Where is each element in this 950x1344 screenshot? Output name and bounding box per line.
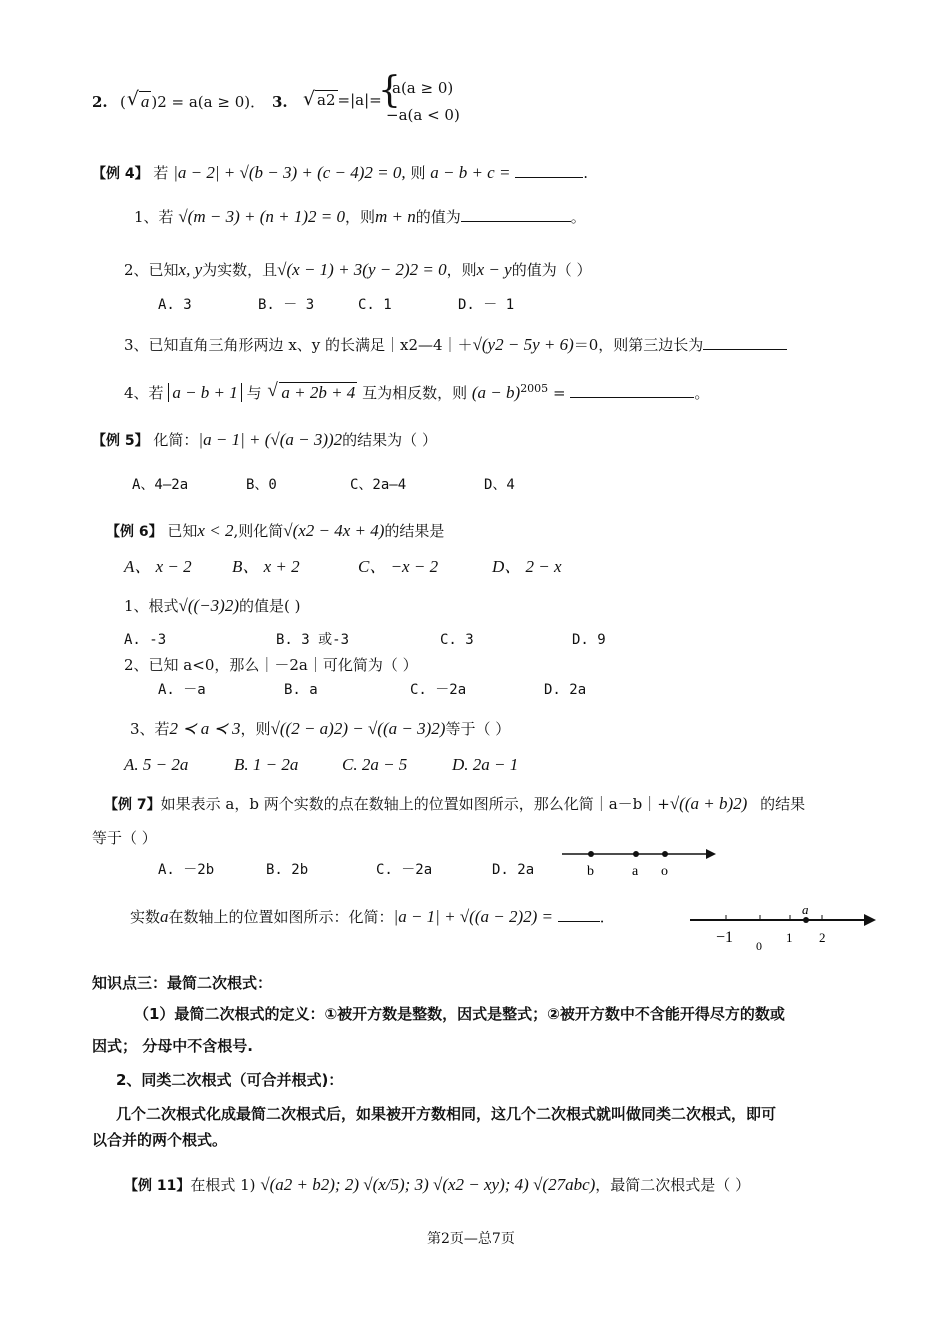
q4-2-option-c[interactable]: C. 1 — [358, 297, 392, 313]
point-o — [662, 851, 668, 857]
q4-2-option-b[interactable]: B. － 3 — [258, 297, 315, 313]
answer-blank[interactable] — [570, 383, 694, 398]
example-7-line-2: 等于（ ） — [92, 829, 157, 847]
q6-2-option-a[interactable]: A. －a — [158, 682, 206, 698]
question-6-2: 2、已知 a<0，那么｜－2a｜可化简为（ ） — [124, 656, 418, 674]
point-b — [588, 851, 594, 857]
ex6-option-a[interactable]: A、 x − 2 — [124, 557, 192, 576]
similar-radicals-para-1: 几个二次根式化成最简二次根式后，如果被开方数相同，这几个二次根式就叫做同类二次根式，即可 — [116, 1105, 777, 1123]
ex5-option-d[interactable]: D、4 — [484, 477, 515, 493]
similar-radicals-para-2: 以合并的两个根式。 — [92, 1131, 228, 1149]
tick-label-1: 1 — [786, 930, 793, 945]
ex6-option-b[interactable]: B、 x + 2 — [232, 557, 300, 576]
q6-1-option-d[interactable]: D. 9 — [572, 632, 606, 648]
example-5: 【例 5】 化简：|a − 1| + (√(a − 3))2的结果为（ ） — [92, 430, 437, 449]
q6-3-option-c[interactable]: C. 2a − 5 — [342, 755, 408, 774]
question-6-3: 3、若2 ≺ a ≺ 3，则√((2 − a)2) − √((a − 3)2)等于（ ） — [130, 719, 511, 738]
answer-blank[interactable] — [703, 335, 787, 350]
axis-arrow — [706, 849, 716, 859]
definition-line-1: （1）最简二次根式的定义：①被开方数是整数，因式是整式；②被开方数中不含能开得尽方的数或 — [134, 1005, 785, 1023]
number-line-a — [688, 902, 878, 954]
point-a — [803, 917, 809, 923]
q4-2-option-a[interactable]: A. 3 — [158, 297, 192, 313]
point-a-label: a — [802, 902, 809, 917]
ex5-option-c[interactable]: C、2a—4 — [350, 477, 407, 493]
example-11: 【例 11】在根式 1) √(a2 + b2); 2) √(x/5); 3) √(x2 − xy); 4) √(27abc)，最简二次根式是（ ） — [124, 1175, 751, 1194]
ex5-option-b[interactable]: B、0 — [246, 477, 277, 493]
label-b: b — [587, 864, 594, 879]
ex6-option-d[interactable]: D、 2 − x — [492, 557, 562, 576]
question-4-4: 4、若 a − b + 1 与 √ a + 2b + 4 互为相反数，则 $(a - b)^{2005}$ = 。 — [124, 383, 709, 403]
page-footer: 第2页—总7页 — [427, 1231, 515, 1247]
rule-3-case-2: −a(a < 0) — [386, 106, 460, 124]
question-4-3: 3、已知直角三角形两边 x、y 的长满足｜x2—4｜＋√(y2 − 5y + 6)＝0，则第三边长为 — [124, 335, 787, 355]
q6-3-option-a[interactable]: A. 5 − 2a — [124, 755, 189, 774]
q6-1-option-b[interactable]: B. 3 或-3 — [276, 632, 350, 648]
q6-3-option-d[interactable]: D. 2a − 1 — [452, 755, 519, 774]
q6-1-option-a[interactable]: A. -3 — [124, 632, 167, 648]
rule-3-label: 3. — [272, 93, 288, 111]
q6-3-option-b[interactable]: B. 1 − 2a — [234, 755, 299, 774]
example-7: 【例 7】如果表示 a，b 两个实数的点在数轴上的位置如图所示，那么化简｜a－b｜+√((a + b)2) 的结果 — [104, 794, 806, 813]
number-line-ab — [560, 842, 720, 882]
q4-2-option-d[interactable]: D. － 1 — [458, 297, 515, 313]
ex7-option-c[interactable]: C. －2a — [376, 862, 433, 878]
q6-1-option-c[interactable]: C. 3 — [440, 632, 474, 648]
question-7-2: 实数a在数轴上的位置如图所示：化简：|a − 1| + √((a − 2)2) = ． — [130, 907, 615, 926]
question-4-1: 1、若 √(m − 3) + (n + 1)2 = 0，则m + n的值为 。 — [134, 207, 586, 226]
q6-2-option-b[interactable]: B. a — [284, 682, 318, 698]
tick-label-0: 0 — [756, 939, 762, 953]
answer-blank[interactable] — [515, 163, 583, 178]
example-4: 【例 4】 若 |a − 2| + √(b − 3) + (c − 4)2 = 0, 则 a − b + c = . — [92, 163, 589, 182]
label-a: a — [632, 864, 639, 879]
ex6-option-c[interactable]: C、 −x − 2 — [358, 557, 439, 576]
question-4-2: 2、已知x, y为实数，且√(x − 1) + 3(y − 2)2 = 0，则x − y的值为（ ） — [124, 260, 592, 279]
label-o: o — [661, 864, 668, 879]
q6-2-option-c[interactable]: C. －2a — [410, 682, 467, 698]
example-6: 【例 6】 已知x < 2,则化简√(x2 − 4x + 4)的结果是 — [106, 521, 445, 540]
ex7-option-d[interactable]: D. 2a — [492, 862, 535, 878]
tick-label-2: 2 — [819, 930, 826, 945]
question-6-1: 1、根式√((−3)2)的值是( ) — [124, 596, 301, 615]
rule-3-formula: √ a2 =|a|= — [302, 92, 382, 109]
q6-2-option-d[interactable]: D. 2a — [544, 682, 587, 698]
answer-blank[interactable] — [461, 207, 571, 222]
answer-blank[interactable] — [558, 907, 600, 922]
knowledge-point-3-title: 知识点三：最简二次根式： — [92, 974, 273, 992]
definition-line-2: 因式； 分母中不含根号. — [92, 1037, 253, 1055]
cases-brace: { — [378, 70, 401, 111]
rule-2-formula: (√ a )2 = a(a ≥ 0)． — [120, 92, 265, 112]
similar-radicals-title: 2、同类二次根式（可合并根式)： — [116, 1071, 344, 1089]
rule-3-case-1: a(a ≥ 0) — [392, 79, 454, 97]
axis-arrow — [864, 914, 876, 926]
tick-label-neg1: −1 — [716, 929, 734, 946]
ex7-option-b[interactable]: B. 2b — [266, 862, 309, 878]
point-a — [633, 851, 639, 857]
rule-2-label: 2. — [92, 93, 108, 111]
ex5-option-a[interactable]: A、4—2a — [132, 477, 189, 493]
ex7-option-a[interactable]: A. －2b — [158, 862, 215, 878]
